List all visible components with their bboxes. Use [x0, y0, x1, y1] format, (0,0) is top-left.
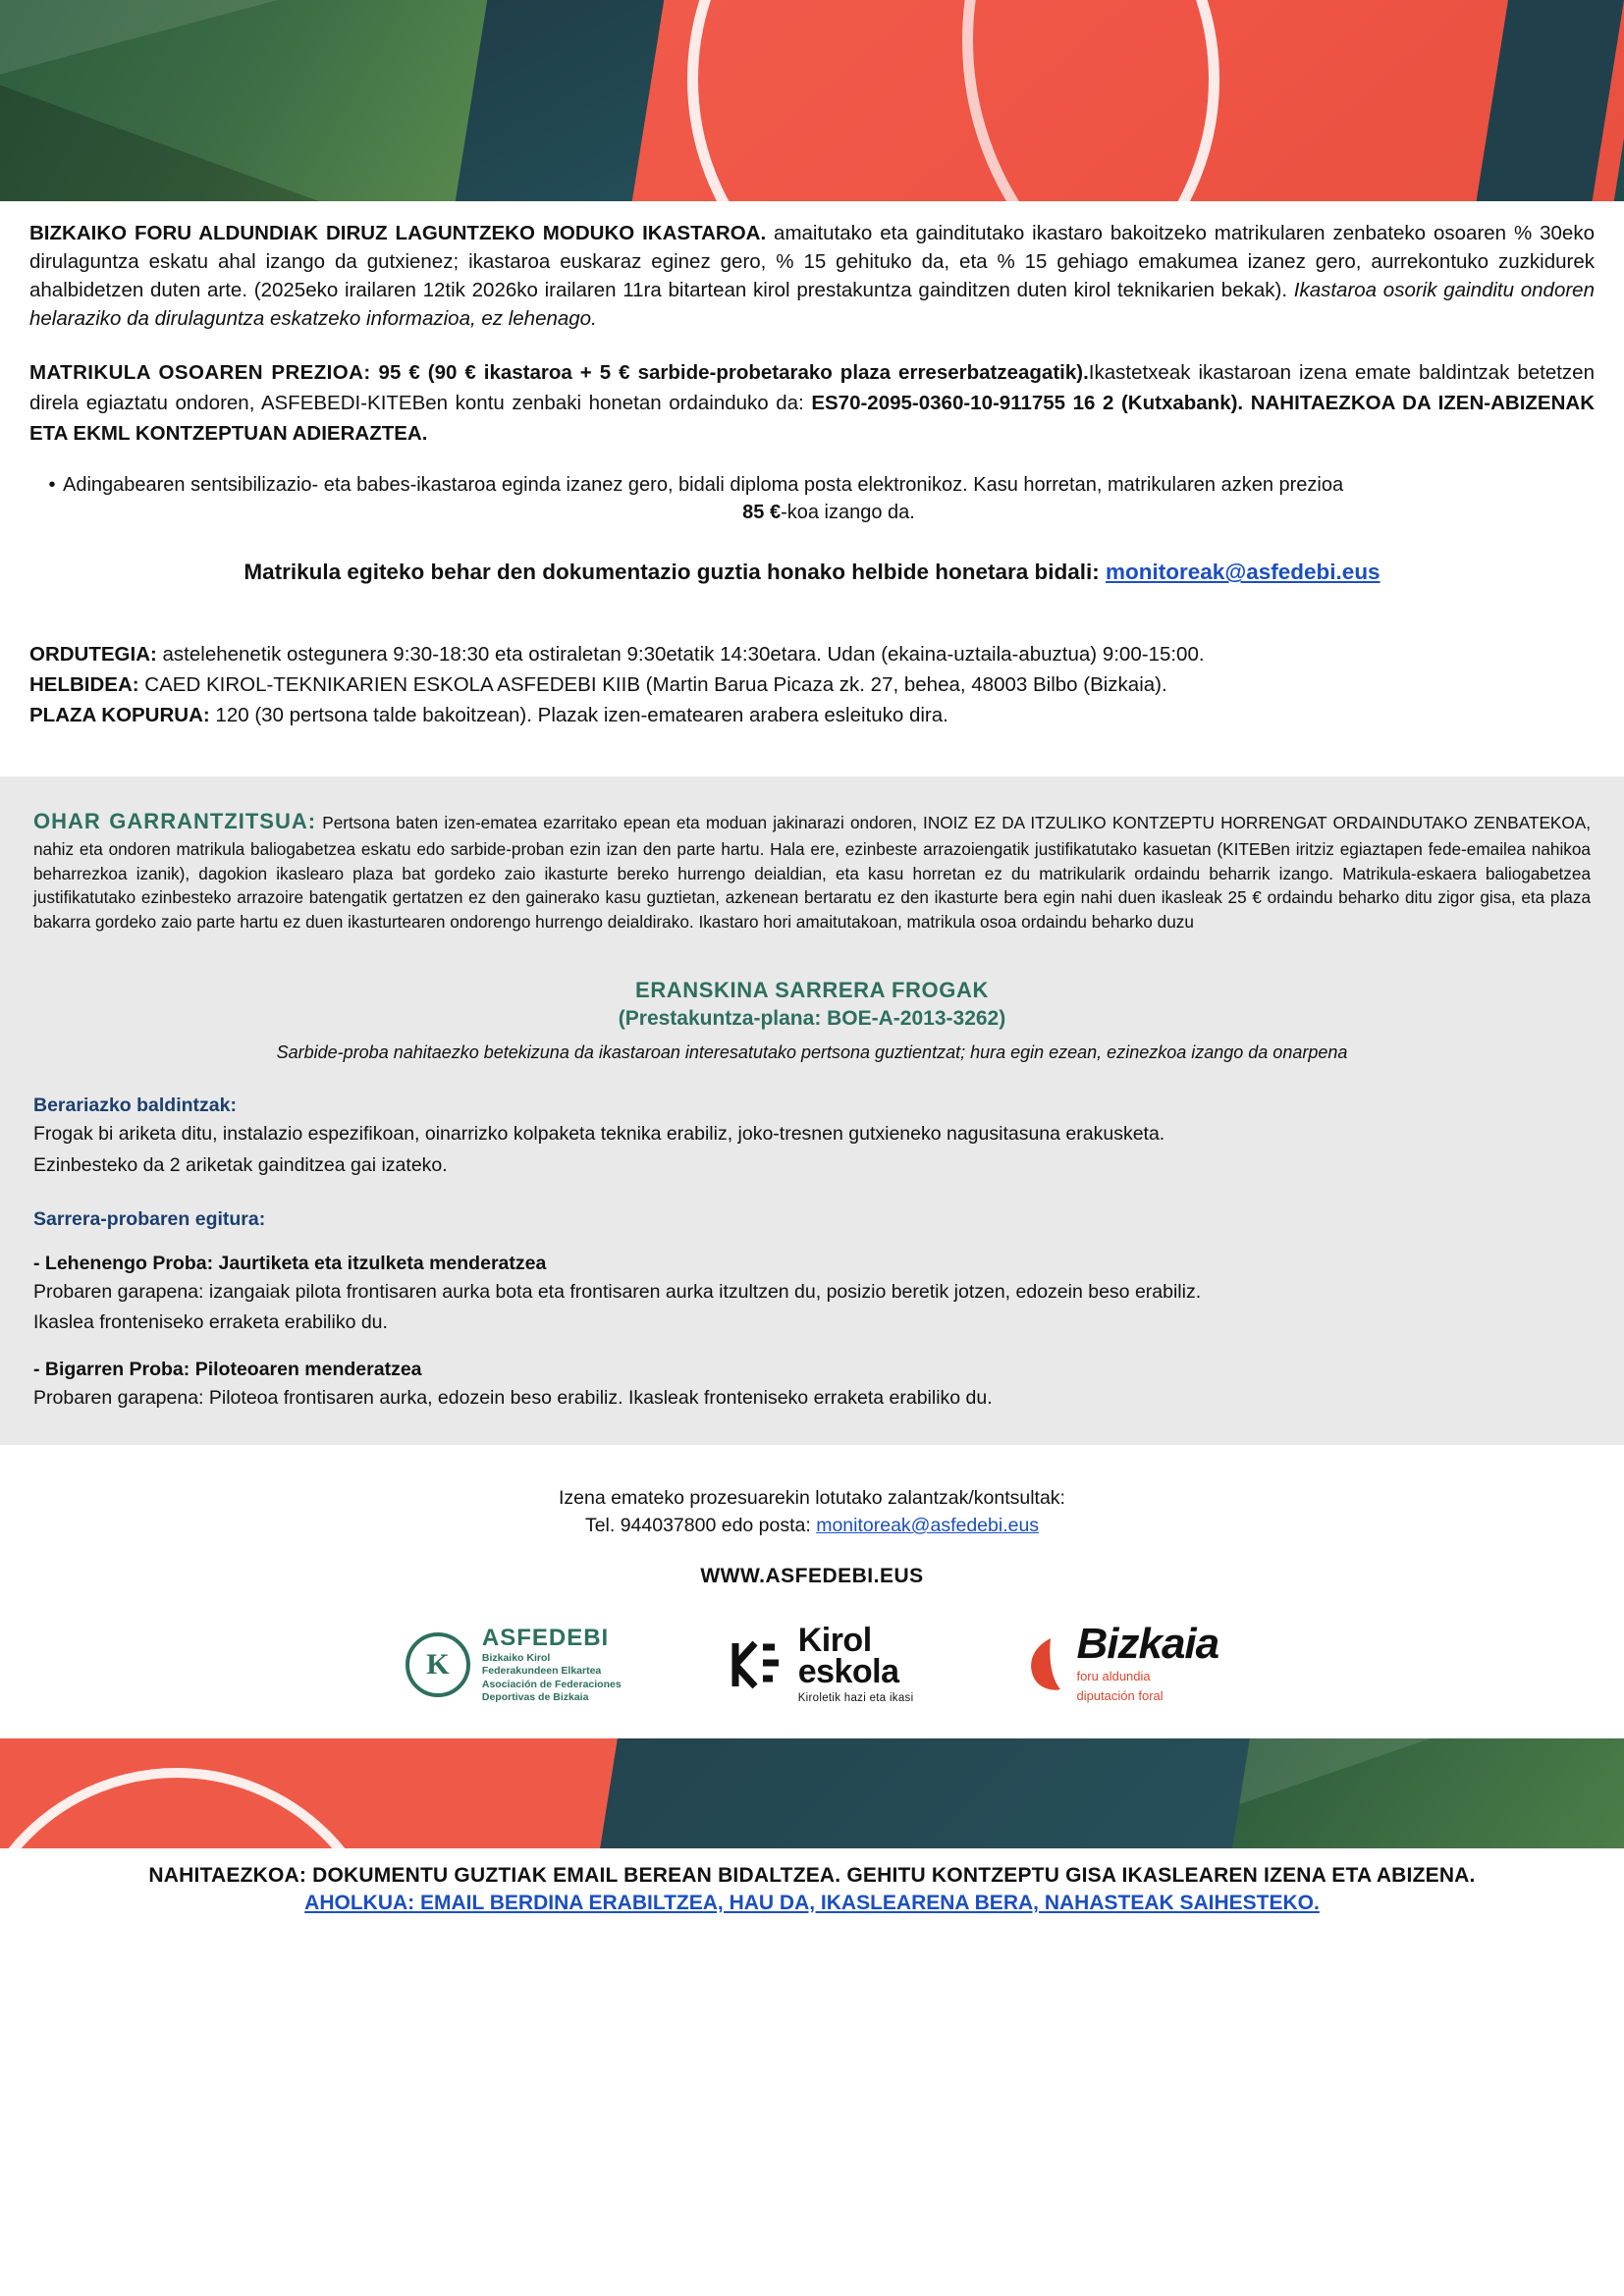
annex-note: Sarbide-proba nahitaezko betekizuna da ikastaroan interesatutako pertsona guztientzat; hura egin ezean, ezinezkoa izango da onarpena	[276, 1042, 1348, 1063]
asfedebi-logo-text	[482, 1625, 622, 1704]
practical-info-block	[29, 640, 1595, 730]
intro-text-1: amaitutako eta gainditutako ikastaro bakoitzeko matrikularen zenbateko osoaren % 30eko dirulaguntza eskatu ahal izango da gutxienez; ikastaroa euskaraz eginez gero, % 15 gehituko da, eta % 15 gehiago emakumea izanez gero, aurrekontuko zuzkidurek ahalbidetzen duten arte.	[29, 222, 1595, 302]
bottom-note-line-1: NAHITAEZKOA: DOKUMENTU GUZTIAK EMAIL BEREAN BIDALTZEA. GEHITU KONTZEPTU GISA IKASLEAREN IZENA ETA ABIZENA.	[148, 1863, 1476, 1887]
bottom-note-line-2: AHOLKUA: EMAIL BERDINA ERABILTZEA, HAU DA, IKASLEARENA BERA, NAHASTEAK SAIHESTEKO.	[304, 1891, 1320, 1914]
schedule-value: astelehenetik ostegunera 9:30-18:30 eta ostiraletan 9:30etatik 14:30etara. Udan (ekaina-uztaila-abuztua) 9:00-15:00.	[156, 643, 1205, 667]
asfedebi-sub-4: Deportivas de Bizkaia	[481, 1690, 589, 1703]
notice-title: OHAR GARRANTZITSUA:	[33, 808, 317, 833]
kirol-logo-text	[797, 1621, 914, 1705]
test-1-body-2: Ikaslea fronteniseko erraketa erabiliko du.	[33, 1311, 388, 1334]
price-after-text: Ikastetxeak ikastaroan izena emate baldintzak betetzen direla egiaztatu ondoren, ASFEBEDI-KITEBen kontu zenbaki honetan ordainduko da:	[29, 361, 1595, 415]
asfedebi-logo	[406, 1625, 622, 1704]
address-row	[29, 670, 1595, 701]
notice-paragraph	[33, 806, 1591, 935]
structure-heading: Sarrera-probaren egitura:	[33, 1207, 266, 1230]
test-2-body: Probaren garapena: Piloteoa frontisaren aurka, edozein beso erabiliz. Ikasleak fronteniseko erraketa erabiliko du.	[33, 1386, 993, 1409]
send-documents-line	[29, 560, 1595, 585]
logo-row	[29, 1620, 1595, 1737]
discount-bullet-item	[29, 471, 1595, 527]
banner-green-shape	[0, 0, 511, 201]
send-text: Matrikula egiteko behar den dokumentazio guztia honako helbide honetara bidali:	[244, 560, 1100, 585]
bottom-decorative-banner	[0, 1738, 1624, 1848]
kirol-line-1: Kirol	[797, 1621, 872, 1659]
bizkaia-leaf-icon	[1021, 1636, 1066, 1693]
conditions-heading: Berariazko baldintzak:	[33, 1095, 237, 1117]
bottom-note-block	[0, 1848, 1624, 1937]
address-label: HELBIDEA:	[29, 673, 139, 697]
schedule-row	[29, 640, 1595, 670]
places-label: PLAZA KOPURUA:	[29, 703, 210, 726]
asfedebi-sub-1: Bizkaiko Kirol	[481, 1652, 551, 1665]
intro-text-2: (2025eko irailaren 12tik 2026ko irailaren 11ra bitartean kirol prestakuntza gainditzen duten kirol teknikarien bekak).	[247, 279, 1288, 302]
bizkaia-logo-text	[1076, 1620, 1219, 1704]
asfedebi-sub-3: Asociación de Federaciones	[481, 1678, 622, 1690]
intro-heading: BIZKAIKO FORU ALDUNDIAK DIRUZ LAGUNTZEKO MODUKO IKASTAROA.	[29, 222, 767, 244]
contact-email-link[interactable]: monitoreak@asfedebi.eus	[816, 1515, 1040, 1537]
price-concept-note: NAHITAEZKOA DA IZEN-ABIZENAK ETA EKML KONTZEPTUAN ADIERAZTEA.	[29, 392, 1596, 445]
important-notice-box	[0, 776, 1624, 1445]
price-paragraph	[29, 358, 1595, 449]
places-value: 120 (30 pertsona talde bakoitzean). Plazak izen-ematearen arabera esleituko dira.	[209, 703, 948, 726]
conditions-body-1: Frogak bi ariketa ditu, instalazio espezifikoan, oinarrizko kolpaketa teknika erabiliz, joko-tresnen gutxieneko nagusitasuna erakusketa.	[33, 1123, 1165, 1146]
asfedebi-name: ASFEDEBI	[481, 1625, 610, 1652]
contact-line-2	[29, 1512, 1595, 1539]
website-line: WWW.ASFEDEBI.EUS	[700, 1565, 924, 1588]
asfedebi-mark-icon: K	[406, 1632, 470, 1697]
price-breakdown-course: ikastaroa + 5 €	[475, 361, 630, 385]
bullet-text: Adingabearen sentsibilizazio- eta babes-ikastaroa eginda izanez gero, bidali diploma posta elektronikoz. Kasu horretan, matrikularen azken prezioa	[63, 473, 1344, 496]
contact-block	[29, 1484, 1595, 1540]
kirol-line-2: eskola	[797, 1653, 899, 1691]
intro-text-3: Ikastaroa osorik gainditu ondoren helaraziko da dirulaguntza eskatzeko informazioa, ez lehenago.	[29, 279, 1595, 331]
bizkaia-logo	[1021, 1620, 1219, 1704]
annex-title: ERANSKINA SARRERA FROGAK	[635, 978, 989, 1003]
bizkaia-name: Bizkaia	[1076, 1620, 1219, 1669]
bullet-dot-icon: •	[48, 473, 56, 496]
document-content	[0, 201, 1624, 1738]
intro-paragraph	[29, 219, 1595, 333]
bullet-tail: -koa izango da.	[781, 502, 915, 524]
places-row	[29, 701, 1595, 731]
test-1-body-1: Probaren garapena: izangaiak pilota frontisaren aurka bota eta frontisaren aurka itzultzen du, posizio beretik jotzen, edozein beso erabiliz.	[33, 1280, 1202, 1303]
bullet-price: 85 €	[742, 502, 782, 524]
price-breakdown-test: sarbide-probetarako plaza erreserbatzeagatik).	[629, 361, 1089, 385]
top-decorative-banner	[0, 0, 1624, 201]
bullet-content	[63, 471, 1595, 527]
contact-line-1: Izena emateko prozesuarekin lotutako zalantzak/kontsultak:	[559, 1486, 1065, 1509]
bizkaia-sub-2: diputación foral	[1076, 1688, 1164, 1704]
price-iban: ES70-2095-0360-10-911755 16 2 (Kutxabank).	[811, 392, 1244, 415]
asfedebi-sub-2: Federakundeen Elkartea	[481, 1665, 602, 1678]
price-breakdown-open: (90 €	[427, 361, 476, 385]
contact-phone-text: Tel. 944037800 edo posta:	[584, 1515, 817, 1537]
kirol-tagline: Kiroletik hazi eta ikasi	[797, 1692, 914, 1705]
notice-body: Pertsona baten izen-ematea ezarritako epean eta moduan jakinarazi ondoren, INOIZ EZ DA ITZULIKO KONTZEPTU HORRENGAT ORDAINDUTAKO ZENBATEKOA, nahiz eta ondoren matrikula baliogabetzea eskatu edo sarbide-proban ezin izan den parte hartu. Hala ere, ezinbeste arrazoiengatik justifikatutako kasuetan (KITEBen iritziz egiaztapen fede-emailea nahikoa beharrezkoa izanik), dagokion ikaslearo plaza bat gordeko zaio ikasturte bereko hurrengo deialdian, eta kasu horretan ez du matrikularik ordaindu beharrik izango. Matrikula-eskaera baliogabetzea justifikatutako ezinbesteko arrazoire batengatik gertatzen ez den gainerako kasu guztietan, azkenean bertaratu ez den ikasturte bera egin nahi duen ikasleak 25 € ordaindu beharko ditu zigor gisa, eta plaza bakarra gordeko zaio parte hartu ez duen ikasturtearen ondorengo hurrengo deialdirako. Ikastaro hori amaitutakoan, matrikula osoa ordaindu beharko duzu	[33, 812, 1591, 933]
conditions-body-2: Ezinbesteko da 2 ariketak gainditzea gai izateko.	[33, 1153, 448, 1176]
test-1-heading: - Lehenengo Proba: Jaurtiketa eta itzulketa menderatzea	[33, 1252, 547, 1274]
bizkaia-sub-1: foru aldundia	[1076, 1669, 1151, 1684]
test-2-heading: - Bigarren Proba: Piloteoaren menderatzea	[33, 1358, 422, 1380]
annex-header	[33, 978, 1591, 1063]
bottom-banner-green-shape	[1232, 1738, 1624, 1848]
annex-subtitle: (Prestakuntza-plana: BOE-A-2013-3262)	[618, 1007, 1006, 1031]
send-email-link[interactable]: monitoreak@asfedebi.eus	[1106, 560, 1380, 585]
address-value: CAED KIROL-TEKNIKARIEN ESKOLA ASFEDEBI KIIB (Martin Barua Picaza zk. 27, behea, 48003 Bilbo (Bizkaia).	[138, 673, 1167, 697]
price-amount: 95 €	[378, 361, 420, 385]
price-label: MATRIKULA OSOAREN PREZIOA:	[29, 361, 371, 385]
kirol-mark-icon	[730, 1637, 785, 1692]
schedule-label: ORDUTEGIA:	[29, 643, 157, 667]
kirol-eskola-logo	[730, 1621, 914, 1705]
